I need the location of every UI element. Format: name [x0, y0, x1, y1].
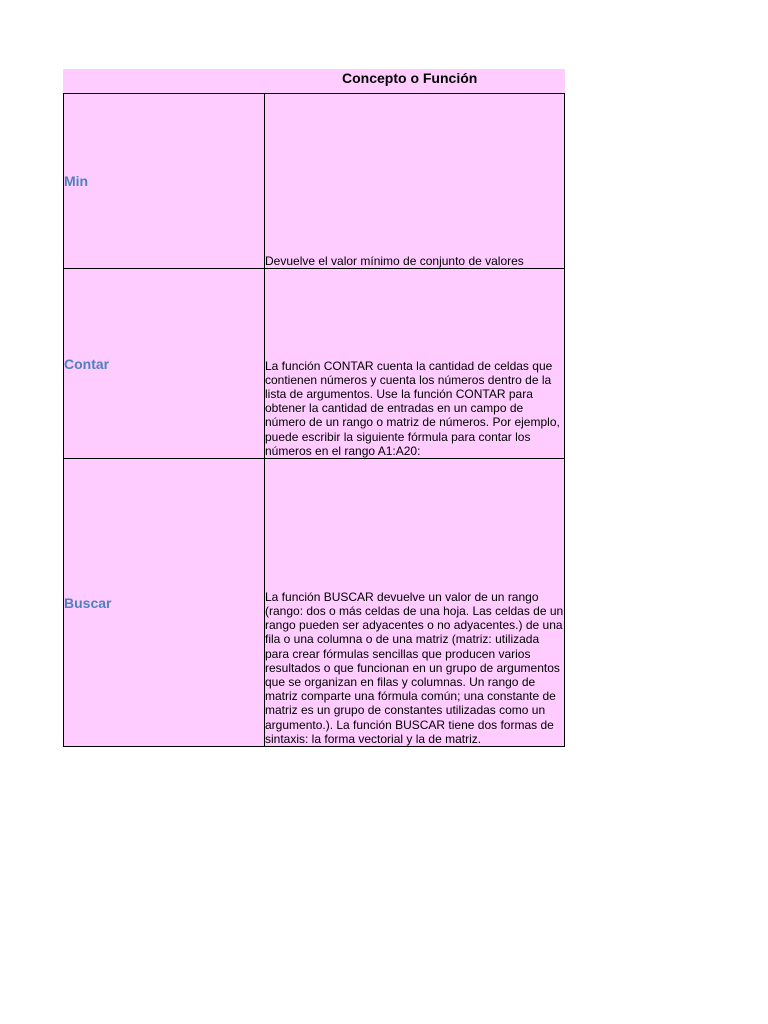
term-cell-buscar[interactable]: Buscar: [64, 459, 265, 747]
description-cell-min[interactable]: Devuelve el valor mínimo de conjunto de valores: [265, 94, 565, 269]
description-cell-buscar[interactable]: La función BUSCAR devuelve un valor de un rango (rango: dos o más celdas de una hoja. Las celdas de un rango pueden ser adyacentes o no adyacentes.) de una fila o una columna o de una matriz (matriz: utilizada para crear fórmulas sencillas que producen varios resultados o que funcionan en un grupo de argumentos que se organizan en filas y columnas. Un rango de matriz comparte una fórmula común; una constante de matriz es un grupo de constantes utilizadas como un argumento.). La función BUSCAR tiene dos formas de sintaxis: la forma vectorial y la de matriz.: [265, 459, 565, 747]
concept-table: [63, 93, 565, 747]
table-row: [64, 459, 565, 747]
term-cell-min[interactable]: Min: [64, 94, 265, 269]
spreadsheet: [63, 69, 565, 747]
header-title: Concepto o Función: [342, 70, 478, 86]
term-cell-contar[interactable]: Contar: [64, 269, 265, 459]
table-row: [64, 94, 565, 269]
table-row: [64, 269, 565, 459]
header-row: [63, 69, 565, 93]
description-cell-contar[interactable]: La función CONTAR cuenta la cantidad de celdas que contienen números y cuenta los números dentro de la lista de argumentos. Use la función CONTAR para obtener la cantidad de entradas en un campo de número de un rango o matriz de números. Por ejemplo, puede escribir la siguiente fórmula para contar los números en el rango A1:A20:: [265, 269, 565, 459]
